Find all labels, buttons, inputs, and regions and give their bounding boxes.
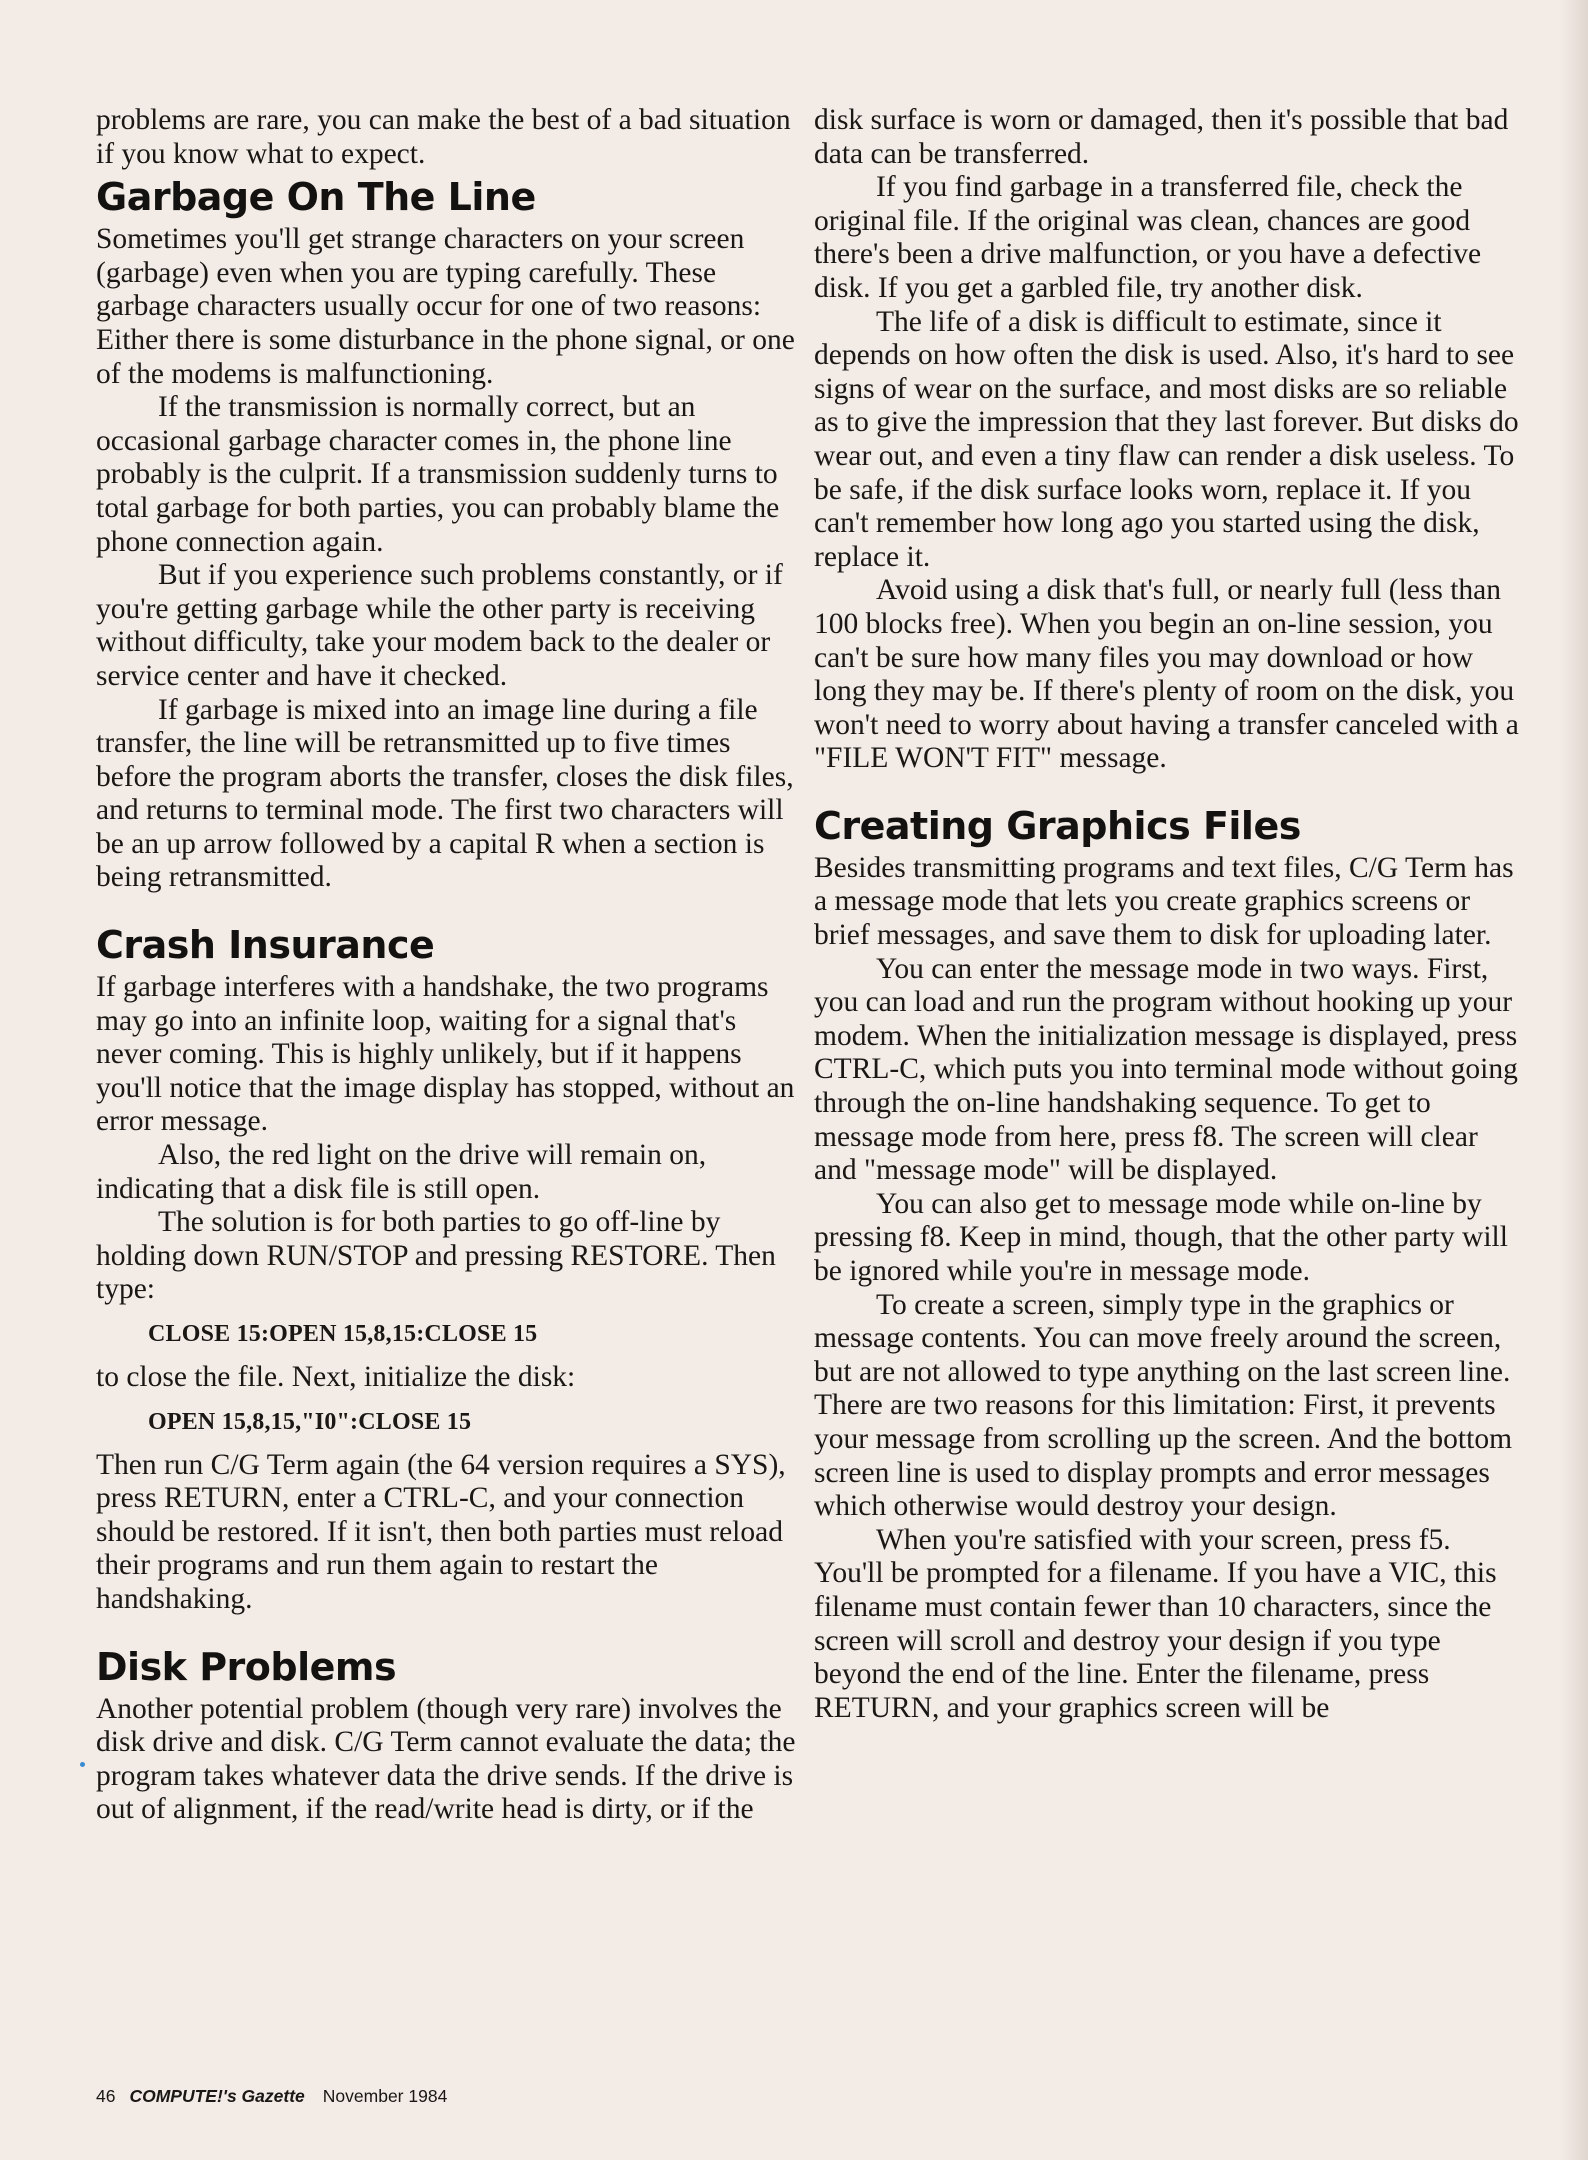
continued-paragraph-4: Avoid using a disk that's full, or nearly full (less than 100 blocks free). When you begin an on-line session, you can't be sure how many files you may download or how long they may be. If there's plenty of room on the disk, you won't need to worry about having a transfer canceled with a "FILE WON'T FIT" message. <box>814 574 1519 775</box>
heading-garbage-on-the-line: Garbage On The Line <box>96 175 536 220</box>
graphics-paragraph-2: You can enter the message mode in two ways. First, you can load and run the program without hooking up your modem. When the initialization message is displayed, press CTRL-C, which puts you into terminal mode without going through the on-line handshaking sequence. To get to message mode from here, press f8. The screen will clear and "message mode" will be displayed. <box>814 952 1518 1187</box>
garbage-paragraph-2: If the transmission is normally correct, but an occasional garbage character comes in, the phone line probably is the culprit. If a transmission suddenly turns to total garbage for both parties, you can probably blame the phone connection again. <box>96 391 780 558</box>
crash-paragraph-2: Also, the red light on the drive will remain on, indicating that a disk file is still open. <box>96 1139 707 1205</box>
crash-paragraph-4: to close the file. Next, initialize the disk: <box>96 1361 576 1393</box>
crash-paragraph-3: The solution is for both parties to go off-line by holding down RUN/STOP and pressing RESTORE. Then type: <box>96 1206 776 1306</box>
continued-paragraph-2: If you find garbage in a transferred file, check the original file. If the original was clean, chances are good there's been a drive malfunction, or you have a defective disk. If you get a garbled file, try another disk. <box>814 171 1482 304</box>
crash-paragraph-1: If garbage interferes with a handshake, the two programs may go into an infinite loop, waiting for a signal that's never coming. This is highly unlikely, but if it happens you'll notice that the image display has stopped, without an error message. <box>96 971 795 1138</box>
left-column <box>96 104 796 1827</box>
crash-paragraph-5: Then run C/G Term again (the 64 version requires a SYS), press RETURN, enter a CTRL-C, and your connection should be restored. If it isn't, then both parties must reload their programs and run them again to restart the handshaking. <box>96 1448 786 1615</box>
graphics-paragraph-1: Besides transmitting programs and text files, C/G Term has a message mode that lets you create graphics screens or brief messages, and save them to disk for uploading later. <box>814 851 1514 952</box>
page-number: 46 <box>96 2086 116 2106</box>
continued-paragraph-3: The life of a disk is difficult to estimate, since it depends on how often the disk is used. Also, it's hard to see signs of wear on the surface, and most disks are so reliable as to give the impression that they last forever. But disks do wear out, and even a tiny flaw can render a disk useless. To be safe, if the disk surface looks worn, replace it. If you can't remember how long ago you started using the disk, replace it. <box>814 305 1519 573</box>
margin-dot-mark <box>80 1762 85 1767</box>
heading-disk-problems: Disk Problems <box>96 1644 397 1689</box>
graphics-paragraph-3: You can also get to message mode while on-line by pressing f8. Keep in mind, though, that the other party will be ignored while you're in message mode. <box>814 1187 1508 1287</box>
page-footer <box>96 2086 447 2107</box>
heading-crash-insurance: Crash Insurance <box>96 923 435 968</box>
publication-name: COMPUTE!'s Gazette <box>129 2086 305 2106</box>
garbage-paragraph-1: Sometimes you'll get strange characters on your screen (garbage) even when you are typing carefully. These garbage characters usually occur for one of two reasons: Either there is some disturbance in the phone signal, or one of the modems is malfunctioning. <box>96 223 795 390</box>
garbage-paragraph-3: But if you experience such problems constantly, or if you're getting garbage while the other party is receiving without difficulty, take your modem back to the dealer or service center and have it checked. <box>96 559 783 692</box>
continued-paragraph-1: disk surface is worn or damaged, then it's possible that bad data can be transferred. <box>814 104 1509 170</box>
code-close-file: CLOSE 15:OPEN 15,8,15:CLOSE 15 <box>148 1321 538 1347</box>
page-edge-shadow <box>1560 0 1588 2160</box>
right-column <box>814 104 1522 1725</box>
intro-paragraph: problems are rare, you can make the best of a bad situation if you know what to expect. <box>96 104 791 170</box>
issue-date: November 1984 <box>322 2086 448 2106</box>
graphics-paragraph-5: When you're satisfied with your screen, press f5. You'll be prompted for a filename. If you have a VIC, this filename must contain fewer than 10 characters, since the screen will scroll and destroy your design if you type beyond the end of the line. Enter the filename, press RETURN, and your graphics screen will be <box>814 1523 1497 1724</box>
code-initialize-disk: OPEN 15,8,15,"I0":CLOSE 15 <box>148 1408 472 1435</box>
graphics-paragraph-4: To create a screen, simply type in the graphics or message contents. You can move freely around the screen, but are not allowed to type anything on the last screen line. There are two reasons for this limitation: First, it prevents your message from scrolling up the screen. And the bottom screen line is used to display prompts and error messages which otherwise would destroy your design. <box>814 1288 1513 1523</box>
heading-creating-graphics-files: Creating Graphics Files <box>814 803 1301 848</box>
disk-paragraph-1: Another potential problem (though very rare) involves the disk drive and disk. C/G Term cannot evaluate the data; the program takes whatever data the drive sends. If the drive is out of alignment, if the read/write head is dirty, or if the <box>96 1692 796 1826</box>
garbage-paragraph-4: If garbage is mixed into an image line during a file transfer, the line will be retransmitted up to five times before the program aborts the transfer, closes the disk files, and returns to terminal mode. The first two characters will be an up arrow followed by a capital R when a section is being retransmitted. <box>96 693 794 894</box>
